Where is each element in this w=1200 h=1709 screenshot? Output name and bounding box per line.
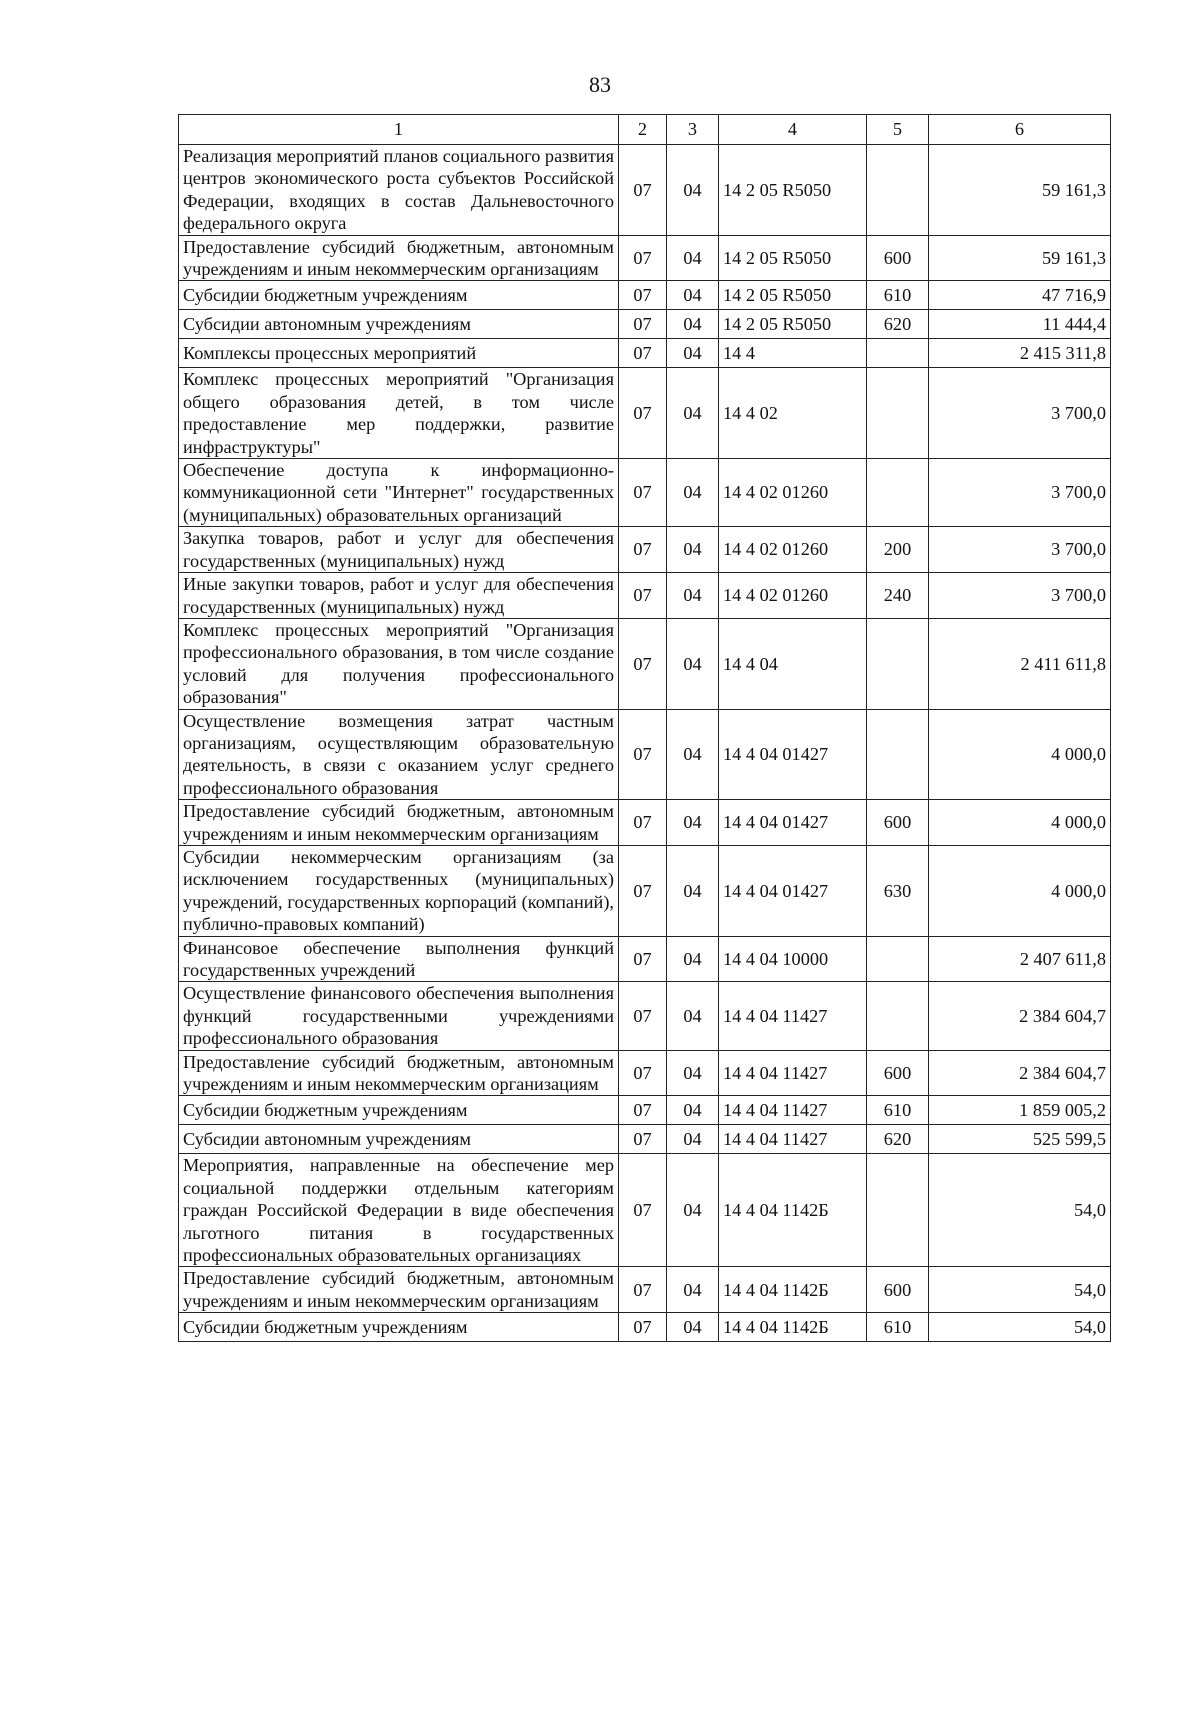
- table-row: [179, 1154, 1111, 1267]
- table-row: [179, 281, 1111, 310]
- expense-type-cell: [867, 339, 929, 368]
- amount-cell: 54,0: [929, 1313, 1111, 1342]
- table-row: [179, 459, 1111, 527]
- target-article-cell: 14 4 04 1142Б: [719, 1267, 867, 1313]
- table-row: [179, 936, 1111, 982]
- target-article-cell: 14 4 04 11427: [719, 1125, 867, 1154]
- row-name-cell: Осуществление финансового обеспечения выполнения функций государственными учреждениями профессионального образования: [179, 982, 619, 1050]
- row-name-cell: Обеспечение доступа к информационно-коммуникационной сети "Интернет" государственных (муниципальных) образовательных организаций: [179, 459, 619, 527]
- subsection-code-cell: 04: [667, 339, 719, 368]
- table-row: [179, 982, 1111, 1050]
- column-header: 6: [929, 115, 1111, 145]
- amount-cell: 4 000,0: [929, 709, 1111, 800]
- column-header: 2: [619, 115, 667, 145]
- target-article-cell: 14 4 04 01427: [719, 800, 867, 846]
- row-name-cell: Мероприятия, направленные на обеспечение мер социальной поддержки отдельным категориям граждан Российской Федерации в виде обеспечения льготного питания в государственных профессиональных образовательных организациях: [179, 1154, 619, 1267]
- section-code-cell: 07: [619, 1125, 667, 1154]
- target-article-cell: 14 4 04 01427: [719, 709, 867, 800]
- section-code-cell: 07: [619, 281, 667, 310]
- amount-cell: 11 444,4: [929, 310, 1111, 339]
- target-article-cell: 14 4 04 11427: [719, 1096, 867, 1125]
- row-name-cell: Субсидии автономным учреждениям: [179, 310, 619, 339]
- section-code-cell: 07: [619, 845, 667, 936]
- amount-cell: 2 415 311,8: [929, 339, 1111, 368]
- row-name-cell: Комплекс процессных мероприятий "Организация общего образования детей, в том числе предоставление мер поддержки, развитие инфраструктуры": [179, 368, 619, 459]
- subsection-code-cell: 04: [667, 1313, 719, 1342]
- table-row: [179, 527, 1111, 573]
- section-code-cell: 07: [619, 527, 667, 573]
- table-row: [179, 1313, 1111, 1342]
- table-body: [179, 145, 1111, 1342]
- row-name-cell: Реализация мероприятий планов социального развития центров экономического роста субъектов Российской Федерации, входящих в состав Дальневосточного федерального округа: [179, 145, 619, 236]
- subsection-code-cell: 04: [667, 1154, 719, 1267]
- amount-cell: 1 859 005,2: [929, 1096, 1111, 1125]
- subsection-code-cell: 04: [667, 618, 719, 709]
- table-row: [179, 845, 1111, 936]
- table-row: [179, 145, 1111, 236]
- subsection-code-cell: 04: [667, 235, 719, 281]
- row-name-cell: Закупка товаров, работ и услуг для обеспечения государственных (муниципальных) нужд: [179, 527, 619, 573]
- expense-type-cell: [867, 982, 929, 1050]
- amount-cell: 54,0: [929, 1154, 1111, 1267]
- expense-type-cell: 200: [867, 527, 929, 573]
- target-article-cell: 14 4: [719, 339, 867, 368]
- section-code-cell: 07: [619, 936, 667, 982]
- amount-cell: 2 407 611,8: [929, 936, 1111, 982]
- row-name-cell: Финансовое обеспечение выполнения функций государственных учреждений: [179, 936, 619, 982]
- expense-type-cell: 600: [867, 1050, 929, 1096]
- target-article-cell: 14 2 05 R5050: [719, 310, 867, 339]
- subsection-code-cell: 04: [667, 459, 719, 527]
- amount-cell: 2 384 604,7: [929, 1050, 1111, 1096]
- target-article-cell: 14 4 04 11427: [719, 1050, 867, 1096]
- subsection-code-cell: 04: [667, 310, 719, 339]
- table-row: [179, 1267, 1111, 1313]
- expense-type-cell: 610: [867, 1096, 929, 1125]
- expense-type-cell: [867, 459, 929, 527]
- table-row: [179, 1125, 1111, 1154]
- table-row: [179, 1096, 1111, 1125]
- amount-cell: 525 599,5: [929, 1125, 1111, 1154]
- table-row: [179, 1050, 1111, 1096]
- table-row: [179, 368, 1111, 459]
- row-name-cell: Комплекс процессных мероприятий "Организация профессионального образования, в том числе создание условий для получения профессионального образования": [179, 618, 619, 709]
- table-row: [179, 618, 1111, 709]
- section-code-cell: 07: [619, 618, 667, 709]
- column-header: 3: [667, 115, 719, 145]
- subsection-code-cell: 04: [667, 145, 719, 236]
- expense-type-cell: 600: [867, 235, 929, 281]
- expense-type-cell: [867, 145, 929, 236]
- subsection-code-cell: 04: [667, 281, 719, 310]
- section-code-cell: 07: [619, 1267, 667, 1313]
- target-article-cell: 14 4 04 01427: [719, 845, 867, 936]
- amount-cell: 54,0: [929, 1267, 1111, 1313]
- amount-cell: 59 161,3: [929, 145, 1111, 236]
- section-code-cell: 07: [619, 145, 667, 236]
- subsection-code-cell: 04: [667, 368, 719, 459]
- subsection-code-cell: 04: [667, 1267, 719, 1313]
- section-code-cell: 07: [619, 800, 667, 846]
- section-code-cell: 07: [619, 235, 667, 281]
- target-article-cell: 14 4 04 1142Б: [719, 1154, 867, 1267]
- amount-cell: 59 161,3: [929, 235, 1111, 281]
- subsection-code-cell: 04: [667, 1096, 719, 1125]
- target-article-cell: 14 4 02 01260: [719, 527, 867, 573]
- section-code-cell: 07: [619, 982, 667, 1050]
- section-code-cell: 07: [619, 310, 667, 339]
- target-article-cell: 14 4 04 1142Б: [719, 1313, 867, 1342]
- target-article-cell: 14 4 02 01260: [719, 459, 867, 527]
- section-code-cell: 07: [619, 339, 667, 368]
- expense-type-cell: 610: [867, 1313, 929, 1342]
- column-header: 5: [867, 115, 929, 145]
- row-name-cell: Предоставление субсидий бюджетным, автономным учреждениям и иным некоммерческим организациям: [179, 1050, 619, 1096]
- target-article-cell: 14 2 05 R5050: [719, 281, 867, 310]
- target-article-cell: 14 4 04 11427: [719, 982, 867, 1050]
- subsection-code-cell: 04: [667, 800, 719, 846]
- section-code-cell: 07: [619, 1050, 667, 1096]
- row-name-cell: Субсидии бюджетным учреждениям: [179, 1313, 619, 1342]
- subsection-code-cell: 04: [667, 527, 719, 573]
- expense-type-cell: 600: [867, 800, 929, 846]
- row-name-cell: Предоставление субсидий бюджетным, автономным учреждениям и иным некоммерческим организациям: [179, 235, 619, 281]
- row-name-cell: Иные закупки товаров, работ и услуг для обеспечения государственных (муниципальных) нужд: [179, 573, 619, 619]
- expense-type-cell: 620: [867, 1125, 929, 1154]
- column-header: 1: [179, 115, 619, 145]
- amount-cell: 4 000,0: [929, 800, 1111, 846]
- row-name-cell: Предоставление субсидий бюджетным, автономным учреждениям и иным некоммерческим организациям: [179, 800, 619, 846]
- expense-type-cell: 620: [867, 310, 929, 339]
- expense-type-cell: [867, 936, 929, 982]
- row-name-cell: Субсидии некоммерческим организациям (за исключением государственных (муниципальных) учреждений, государственных корпораций (компаний), публично-правовых компаний): [179, 845, 619, 936]
- subsection-code-cell: 04: [667, 845, 719, 936]
- section-code-cell: 07: [619, 709, 667, 800]
- row-name-cell: Субсидии автономным учреждениям: [179, 1125, 619, 1154]
- amount-cell: 2 411 611,8: [929, 618, 1111, 709]
- target-article-cell: 14 4 02: [719, 368, 867, 459]
- table-row: [179, 800, 1111, 846]
- amount-cell: 47 716,9: [929, 281, 1111, 310]
- expense-type-cell: [867, 368, 929, 459]
- row-name-cell: Субсидии бюджетным учреждениям: [179, 281, 619, 310]
- table-row: [179, 709, 1111, 800]
- target-article-cell: 14 4 04: [719, 618, 867, 709]
- table-header-row: [179, 115, 1111, 145]
- amount-cell: 3 700,0: [929, 368, 1111, 459]
- amount-cell: 3 700,0: [929, 573, 1111, 619]
- expense-type-cell: [867, 1154, 929, 1267]
- budget-table: [178, 114, 1111, 1342]
- subsection-code-cell: 04: [667, 1050, 719, 1096]
- section-code-cell: 07: [619, 368, 667, 459]
- target-article-cell: 14 2 05 R5050: [719, 235, 867, 281]
- table-row: [179, 339, 1111, 368]
- column-header: 4: [719, 115, 867, 145]
- subsection-code-cell: 04: [667, 573, 719, 619]
- target-article-cell: 14 4 04 10000: [719, 936, 867, 982]
- row-name-cell: Субсидии бюджетным учреждениям: [179, 1096, 619, 1125]
- amount-cell: 3 700,0: [929, 527, 1111, 573]
- target-article-cell: 14 2 05 R5050: [719, 145, 867, 236]
- subsection-code-cell: 04: [667, 982, 719, 1050]
- amount-cell: 3 700,0: [929, 459, 1111, 527]
- expense-type-cell: [867, 709, 929, 800]
- amount-cell: 4 000,0: [929, 845, 1111, 936]
- subsection-code-cell: 04: [667, 1125, 719, 1154]
- table-row: [179, 235, 1111, 281]
- section-code-cell: 07: [619, 1096, 667, 1125]
- subsection-code-cell: 04: [667, 936, 719, 982]
- row-name-cell: Комплексы процессных мероприятий: [179, 339, 619, 368]
- target-article-cell: 14 4 02 01260: [719, 573, 867, 619]
- page-number: 83: [589, 72, 611, 97]
- expense-type-cell: 600: [867, 1267, 929, 1313]
- expense-type-cell: 630: [867, 845, 929, 936]
- expense-type-cell: [867, 618, 929, 709]
- row-name-cell: Осуществление возмещения затрат частным организациям, осуществляющим образовательную деятельность, в связи с оказанием услуг среднего профессионального образования: [179, 709, 619, 800]
- expense-type-cell: 240: [867, 573, 929, 619]
- amount-cell: 2 384 604,7: [929, 982, 1111, 1050]
- subsection-code-cell: 04: [667, 709, 719, 800]
- row-name-cell: Предоставление субсидий бюджетным, автономным учреждениям и иным некоммерческим организациям: [179, 1267, 619, 1313]
- section-code-cell: 07: [619, 1313, 667, 1342]
- section-code-cell: 07: [619, 1154, 667, 1267]
- table-row: [179, 310, 1111, 339]
- expense-type-cell: 610: [867, 281, 929, 310]
- table-row: [179, 573, 1111, 619]
- section-code-cell: 07: [619, 459, 667, 527]
- section-code-cell: 07: [619, 573, 667, 619]
